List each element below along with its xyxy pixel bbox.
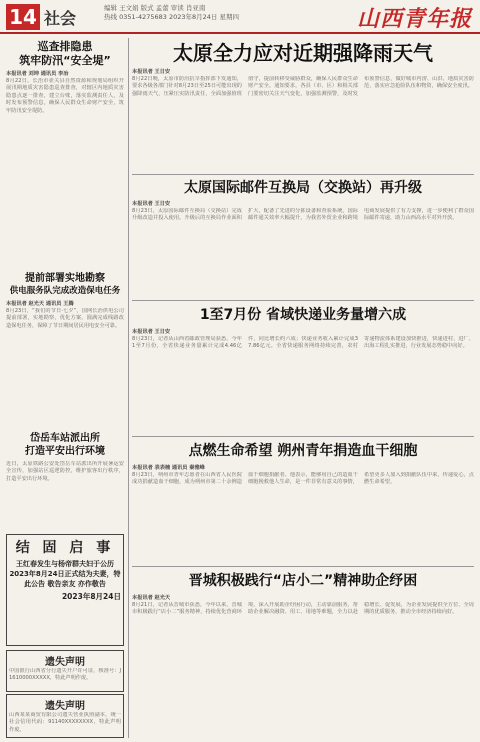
- stem-cell-byline: 本报讯者 表表楠 通讯员 秦雅峰: [132, 465, 205, 471]
- sidebar-story-3-body: 近日，太原铁路公安处岱岳车站派出所开展暑运安全宣传，加强站区巡逻防控，维护旅客出行秩序，打造平安出行环境。: [6, 461, 124, 482]
- lost-notice-1: [6, 650, 124, 692]
- marriage-notice-title: 结 固 启 事: [15, 540, 115, 556]
- postal-body: 8月23日，太原国际邮件互换局（交换站）完成升级改造并投入使用。升级后的互换局作业面积扩大，配备了先进的分拣设备和查验系统，国际邮件通关效率大幅提升，为我省外贸企业和跨境电商发展提供了有力支撑，进一步便利了群众国际邮件寄递，助力山西高水平对外开放。: [132, 208, 474, 222]
- paper-logo: 山西青年报: [356, 6, 472, 32]
- lead-byline: 本报讯者 王日安: [132, 69, 171, 75]
- column-divider: [128, 38, 129, 738]
- lead-body: 8月22日晚，太原市防汛抗旱指挥部下发通知，要求各级各部门针对8月23日至25日可能出现的强降雨天气，压紧压实防汛责任，全面加强值班值守，提前转移受威胁群众，确保人民群众生命财产安全。通知要求，各县（市、区）和相关部门要密切关注天气变化，加强监测预警，及时发布预警信息，做好城市内涝、山洪、地质灾害防范，落实应急抢险队伍和物资，确保安全度汛。: [132, 76, 474, 97]
- express-body: 8月23日，记者从山西省邮政管理局获悉，今年1至7月份，全省快递业务量累计完成4.46亿件，同比增长约六成；快递业务收入累计完成37.86亿元。全省快递服务网络持续完善，农村寄递物流体系建设加快推进，快递进村、进厂、出海工程扎实推进，行业发展态势稳中向好。: [132, 336, 474, 350]
- sidebar-story-2-body: 8月23日，“我们的节日·七夕”，国网长治供电公司提前部署，实地勘察，优化方案，圆满完成线路改造保电任务，保障了节日期间居民用电安全可靠。: [6, 308, 124, 329]
- lost-notice-1-title: 遗失声明: [45, 657, 85, 668]
- story-divider: [132, 174, 474, 175]
- marriage-notice-date: 2023年8月24日: [61, 592, 121, 601]
- sidebar-story-2: [6, 272, 124, 430]
- masthead: [0, 0, 480, 34]
- story-stem-cell: [132, 440, 474, 562]
- marriage-notice-body: 王红春发生与杨帝群夫妇于公历2023年8月24日正式结为夫妻，特此公告 敬告亲友 亦作敬告: [9, 560, 121, 588]
- story-jincheng: [132, 570, 474, 732]
- story-postal: [132, 178, 474, 304]
- lead-headline: 太原全力应对近期强降雨天气: [173, 41, 433, 65]
- hotline-date: 热线 0351-4275683 2023年8月24日 星期四: [104, 13, 239, 21]
- story-divider: [132, 436, 474, 437]
- sidebar-story-2-subtitle: 供电服务队完成改造保电任务: [9, 286, 121, 296]
- story-express: [132, 304, 474, 434]
- sidebar-story-1: [6, 40, 124, 196]
- sidebar-story-3-subtitle: 打造平安出行环境: [25, 446, 105, 457]
- section-name: 社会: [44, 9, 77, 28]
- stem-cell-headline: 点燃生命希望 朔州青年捐造血干细胞: [188, 443, 418, 459]
- jincheng-byline: 本报讯者 赵光天: [132, 595, 171, 601]
- sidebar-story-1-byline: 本报讯者 刘坤 通讯员 李冶: [6, 71, 69, 77]
- story-divider: [132, 300, 474, 301]
- postal-byline: 本报讯者 王日安: [132, 201, 171, 207]
- editor-line: [104, 4, 239, 22]
- express-byline: 本报讯者 王日安: [132, 329, 171, 335]
- jincheng-body: 8月21日，记者从晋城市获悉，今年以来，晋城市积极践行“店小二”服务精神，持续优化营商环境，深入开展助企纾困行动，主动靠前服务，帮助企业解决融资、用工、用地等难题，全力以赴稳增长、促发展，为企业发展提供全方位、全周期的优质服务，推动全市经济持续向好。: [132, 602, 474, 616]
- sidebar-story-2-title: 提前部署实地勘察: [25, 273, 105, 284]
- lost-notice-1-body: 中国银行山西省分行遗失开户许可证，核准号：J1610000XXXXX，特此声明作废。: [9, 668, 121, 682]
- sidebar-story-3: [6, 432, 124, 527]
- sidebar-story-2-byline: 本报讯者 赵光天 通讯员 王腾: [6, 301, 74, 307]
- jincheng-headline: 晋城积极践行“店小二”精神助企纾困: [188, 573, 418, 589]
- sidebar-story-3-title: 岱岳车站派出所: [30, 433, 100, 444]
- postal-headline: 太原国际邮件互换局（交换站）再升级: [184, 180, 422, 196]
- lost-notice-2: [6, 694, 124, 738]
- marriage-notice: [6, 534, 124, 646]
- sidebar-story-1-title: 巡查排隐患: [37, 40, 93, 53]
- lost-notice-2-title: 遗失声明: [45, 701, 85, 712]
- editors: 编辑 王文娟 版式 孟蕾 审读 肖亚南: [104, 4, 206, 12]
- express-headline: 1至7月份 省域快递业务量增六成: [199, 307, 407, 323]
- sidebar-story-1-subtitle: 筑牢防汛“安全堤”: [19, 54, 111, 67]
- sidebar-story-1-body: 8月22日，长治市壶关县自然资源和规划局组织开展汛期地质灾害隐患巡查排查，对辖区内地质灾害隐患点逐一排查，建立台账，落实监测责任人，及时发布预警信息，确保人民群众生命财产安全，筑牢防汛安全堤防。: [6, 78, 124, 114]
- lost-notice-2-body: 山西某某商贸有限公司遗失营业执照副本，统一社会信用代码：91140XXXXXXXX，特此声明作废。: [9, 712, 121, 733]
- lead-story: [132, 40, 474, 158]
- stem-cell-body: 8月23日，朔州市青年志愿者在山西省人民医院成功捐献造血干细胞，成为朔州市第二十余例造血干细胞捐献者。他表示，能够用自己的造血干细胞挽救他人生命，是一件非常有意义的事情，希望更多人加入到捐献队伍中来，传递爱心，点燃生命希望。: [132, 472, 474, 486]
- story-divider: [132, 566, 474, 567]
- page-number: 14: [6, 4, 40, 30]
